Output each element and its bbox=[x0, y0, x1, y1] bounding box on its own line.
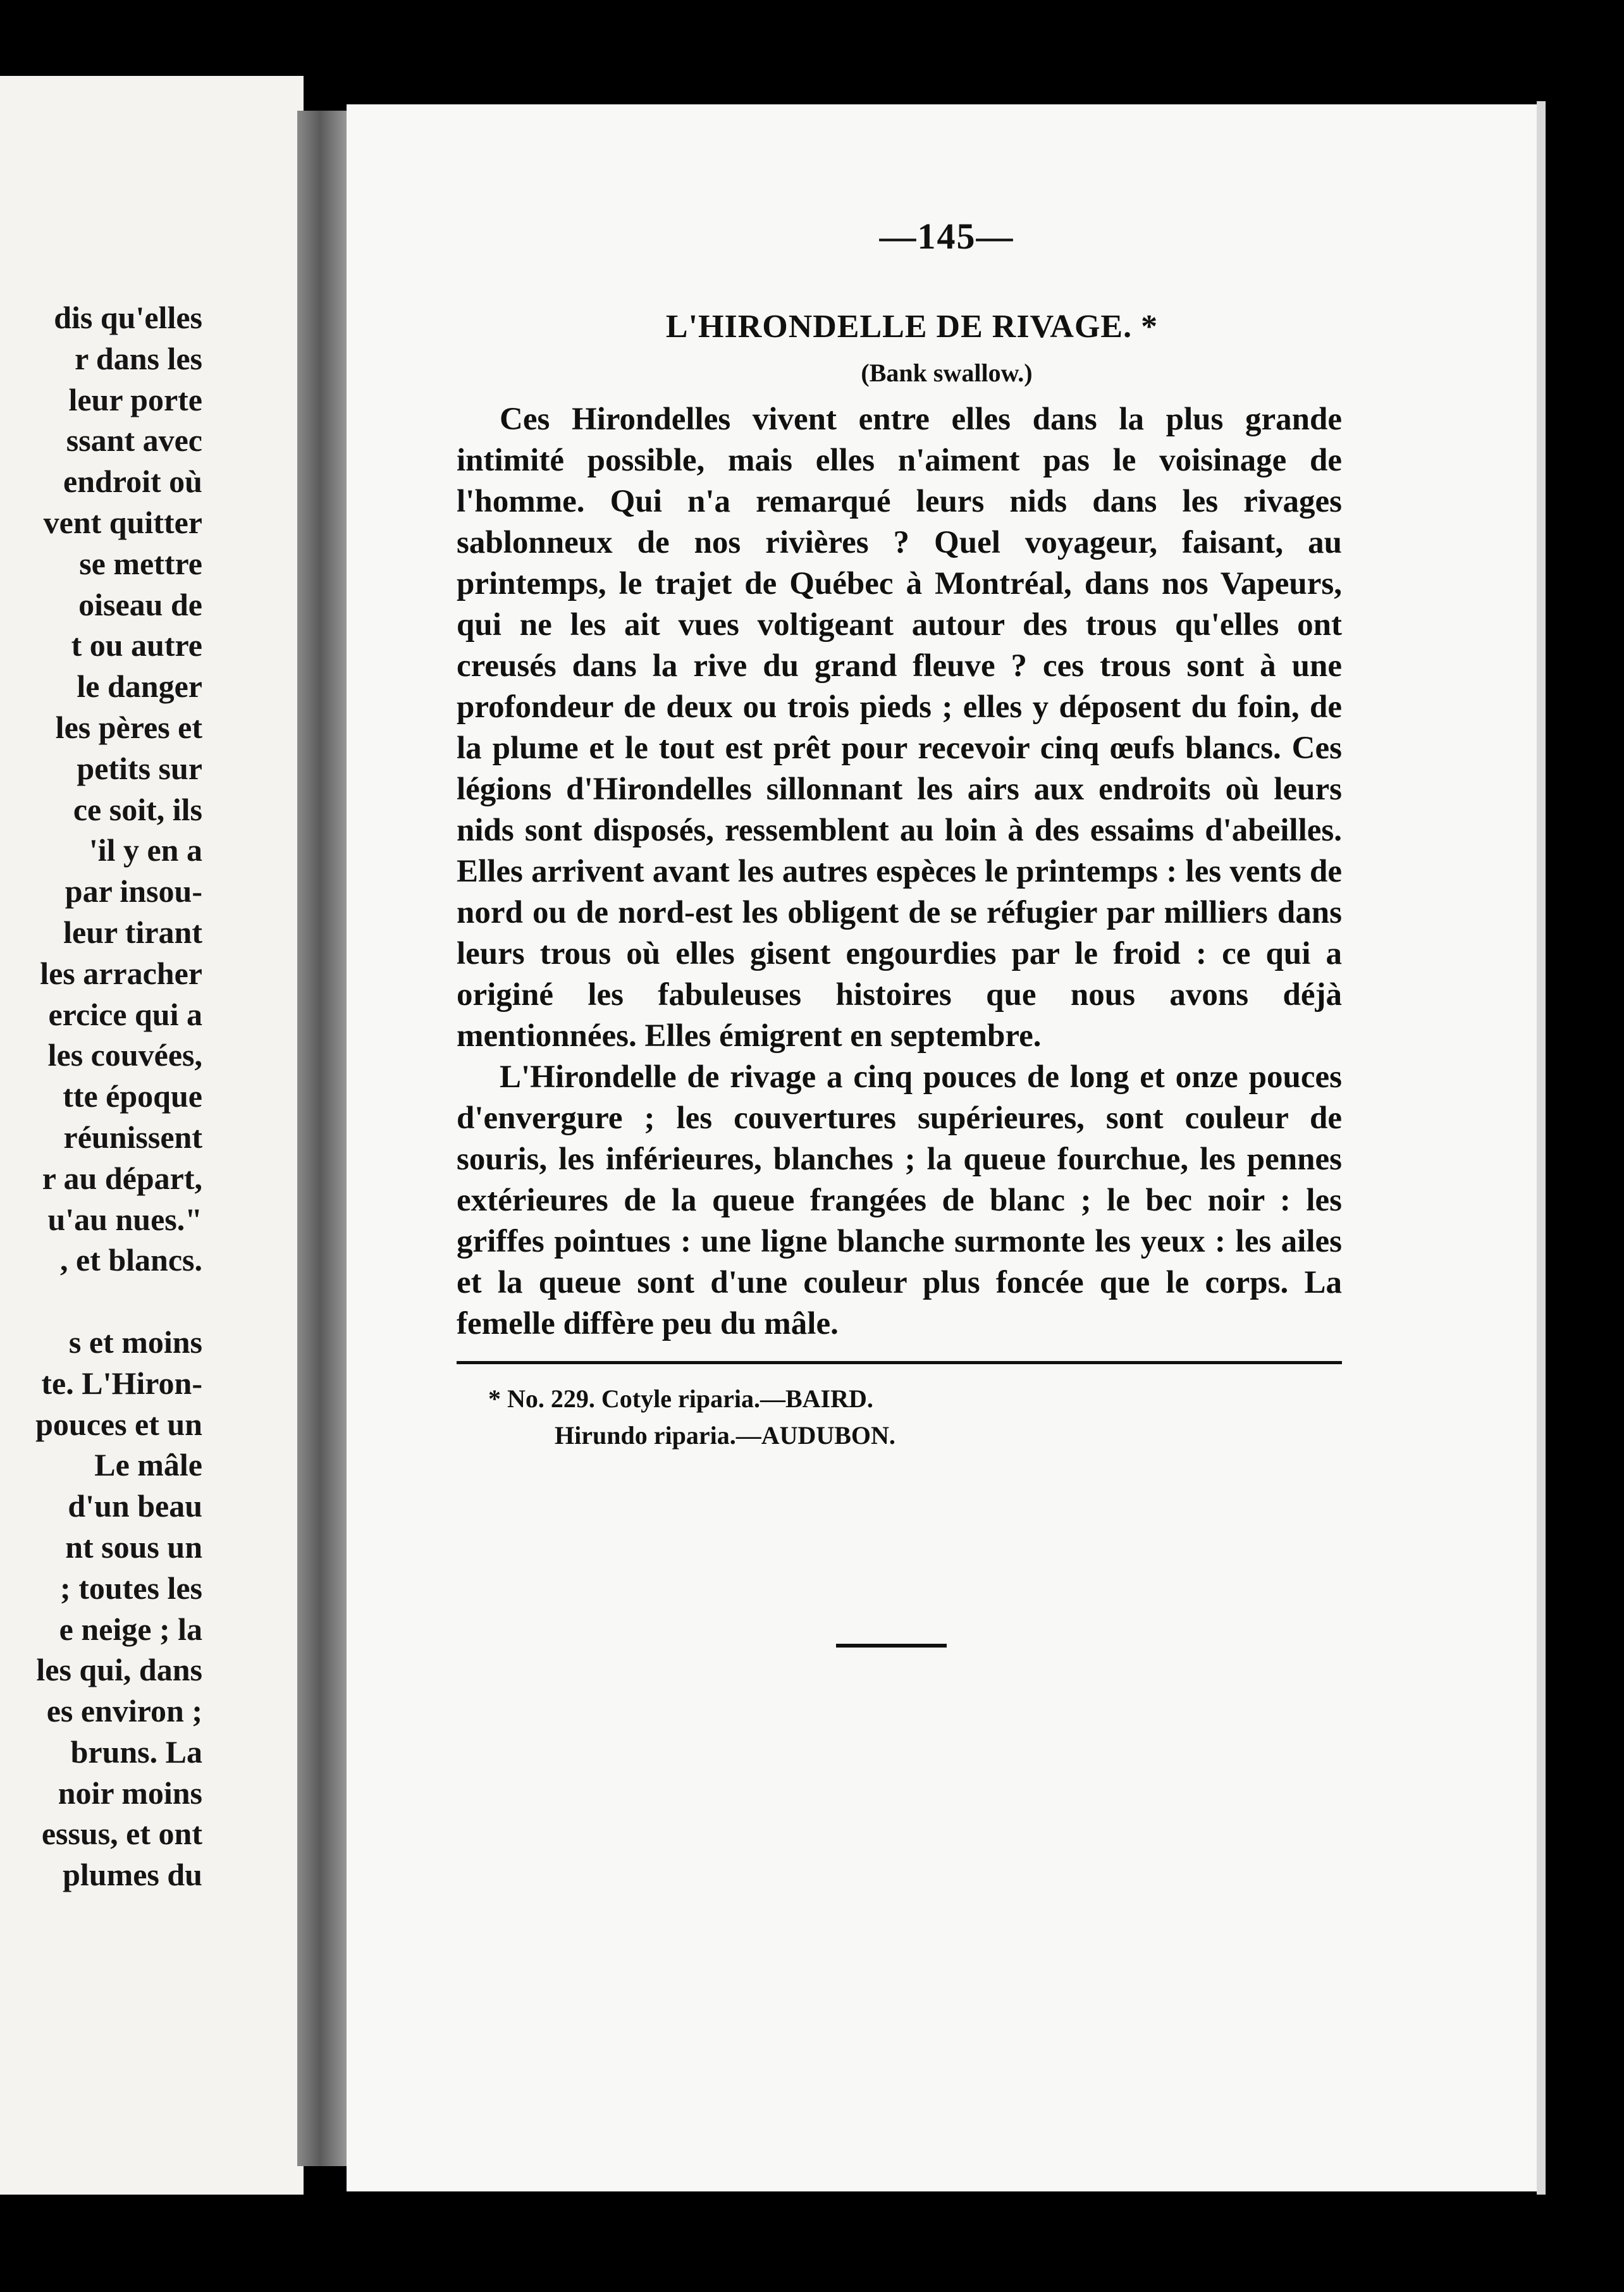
left-page-line: essus, et ont bbox=[41, 1816, 202, 1852]
left-page-line: , et blancs. bbox=[60, 1242, 202, 1278]
left-page-line bbox=[35, 1281, 202, 1322]
left-page-line: 'il y en a bbox=[89, 832, 202, 868]
left-page-line: dis qu'elles bbox=[54, 300, 202, 335]
left-page-line: les pères et bbox=[55, 709, 202, 745]
left-page-line: ; toutes les bbox=[60, 1570, 202, 1606]
left-page-line: noir moins bbox=[58, 1775, 202, 1811]
page-number: —145— bbox=[879, 216, 1014, 257]
left-page-line: le danger bbox=[77, 668, 202, 705]
left-page-line: te. L'Hiron- bbox=[41, 1365, 202, 1401]
left-page-line: r dans les bbox=[75, 340, 202, 376]
left-page-line: s et moins bbox=[68, 1324, 202, 1360]
left-page-line: d'un beau bbox=[68, 1488, 202, 1524]
page-content bbox=[457, 215, 1342, 1648]
left-page-line: par insou- bbox=[65, 873, 202, 909]
left-page-line: les arracher bbox=[40, 955, 202, 991]
end-rule bbox=[836, 1644, 947, 1648]
left-page-line: ercice qui a bbox=[48, 996, 202, 1032]
left-page-line: tte époque bbox=[63, 1078, 202, 1114]
left-page-line: ce soit, ils bbox=[73, 791, 202, 827]
left-page-line: pouces et un bbox=[35, 1406, 202, 1442]
chapter-title: L'HIRONDELLE DE RIVAGE. * bbox=[665, 309, 1159, 345]
left-page-line: leur tirant bbox=[63, 914, 202, 950]
left-page-line: t ou autre bbox=[71, 627, 202, 663]
body-paragraph-2: L'Hirondelle de rivage a cinq pouces de long et onze pouces d'envergure ; les couvertures supérieures, sont couleur de souris, les inférieures, blanches ; la queue fourchue, les pennes extérieures de la queue frangées de blanc ; le bec noir : les griffes pointues : une ligne blanche surmonte les yeux : les ailes et la queue sont d'une couleur plus foncée que le corps. La femelle diffère peu du mâle. bbox=[457, 1059, 1342, 1341]
footnote-divider bbox=[457, 1361, 1342, 1364]
footnote bbox=[488, 1381, 1342, 1454]
left-page-line: se mettre bbox=[79, 545, 202, 581]
footnote-line-1: * No. 229. Cotyle riparia.—BAIRD. bbox=[488, 1384, 873, 1413]
left-page-text bbox=[35, 297, 202, 1895]
left-page-line: plumes du bbox=[63, 1857, 202, 1893]
left-page-line: vent quitter bbox=[43, 504, 202, 540]
left-page-line: endroit où bbox=[63, 464, 202, 500]
left-page-line: e neige ; la bbox=[59, 1611, 202, 1647]
left-facing-page bbox=[0, 76, 304, 2195]
left-page-line: oiseau de bbox=[78, 586, 202, 622]
left-page-line: Le mâle bbox=[94, 1447, 202, 1483]
left-page-line: petits sur bbox=[77, 750, 202, 786]
left-page-line: bruns. La bbox=[70, 1734, 202, 1770]
left-page-line: les couvées, bbox=[47, 1037, 202, 1073]
left-page-line: réunissent bbox=[63, 1119, 202, 1155]
body-paragraph-1: Ces Hirondelles vivent entre elles dans la plus grande intimité possible, mais elles n'aiment pas le voisinage de l'homme. Qui n'a remarqué leurs nids dans les rivages sablonneux de nos rivières ? Quel voyageur, faisant, au printemps, le trajet de Québec à Montréal, dans nos Vapeurs, qui ne les ait vues voltigeant autour des trous qu'elles ont creusés dans la rive du grand fleuve ? ces trous sont à une profondeur de deux ou trois pieds ; elles y déposent du foin, de la plume et le tout est prêt pour recevoir cinq œufs blancs. Ces légions d'Hirondelles sillonnant les airs aux endroits où leurs nids sont disposés, ressemblent au loin à des essaims d'abeilles. Elles arrivent avant les autres espèces le printemps : les vents de nord ou de nord-est les obligent de se réfugier par milliers dans leurs trous où elles gisent engourdies par le froid : ce qui a originé les fabuleuses histoires que nous avons déjà mentionnées. Elles émigrent en septembre. bbox=[457, 402, 1342, 1054]
page-edge bbox=[1537, 101, 1546, 2195]
left-page-line: leur porte bbox=[68, 381, 202, 417]
left-page-line: ssant avec bbox=[66, 422, 202, 459]
left-page-line: nt sous un bbox=[65, 1529, 202, 1565]
left-page-line: u'au nues." bbox=[47, 1201, 202, 1237]
left-page-line: les qui, dans bbox=[36, 1652, 202, 1688]
book-gutter bbox=[297, 111, 354, 2166]
left-page-line: r au départ, bbox=[42, 1160, 202, 1196]
chapter-subtitle: (Bank swallow.) bbox=[861, 359, 1033, 387]
left-page-line: es environ ; bbox=[46, 1693, 202, 1729]
footnote-line-2: Hirundo riparia.—AUDUBON. bbox=[555, 1421, 895, 1450]
